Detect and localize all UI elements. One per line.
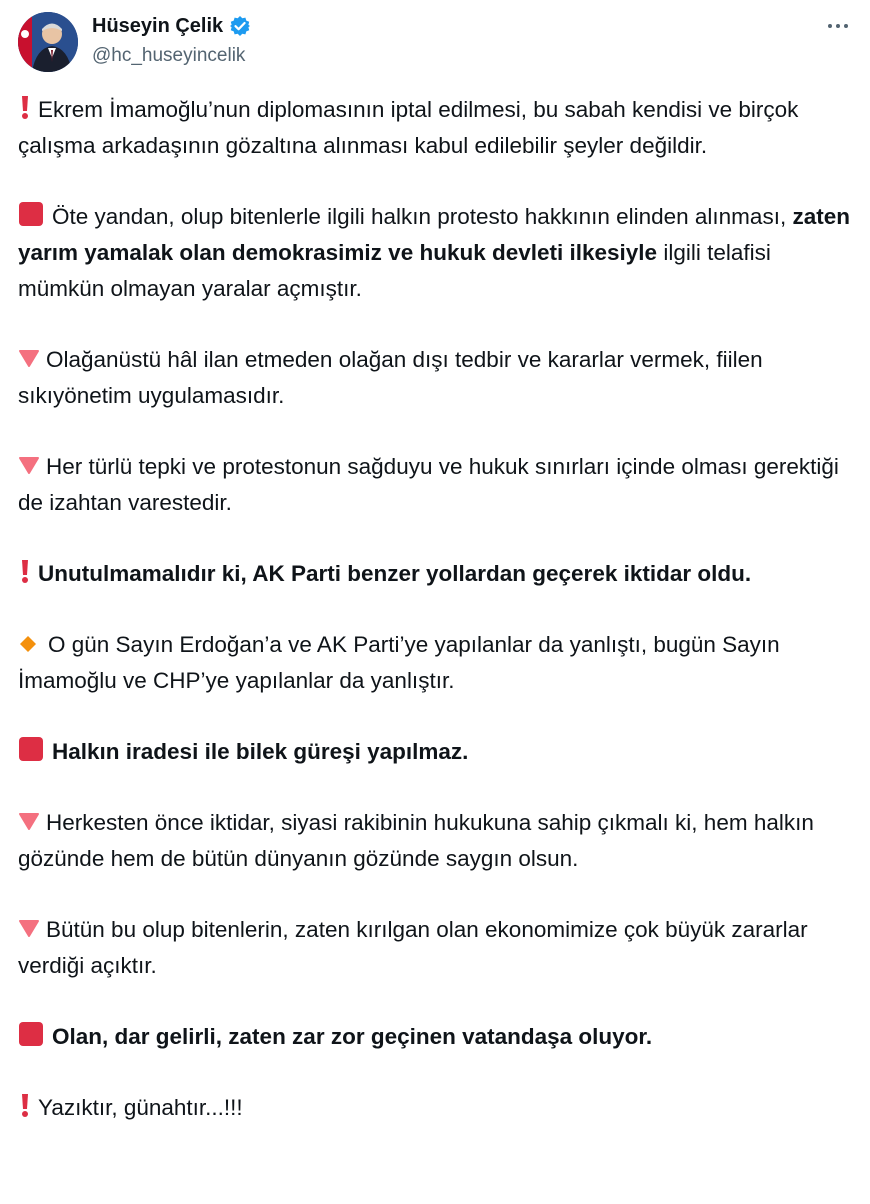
- paragraph-5-bold: Unutulmamalıdır ki, AK Parti benzer yollardan geçerek iktidar oldu.: [38, 561, 752, 586]
- paragraph-3: [18, 342, 858, 414]
- verified-badge-icon: [229, 15, 251, 37]
- author-name-row: [92, 14, 251, 38]
- tweet-header: [0, 0, 870, 84]
- red-square-icon: [18, 201, 44, 227]
- paragraph-10: [18, 1019, 858, 1055]
- paragraph-9-text: Bütün bu olup bitenlerin, zaten kırılgan olan ekonomimize çok büyük zararlar verdiği açıktır.: [18, 917, 808, 978]
- more-options-icon: [844, 24, 848, 28]
- red-triangle-down-icon: [18, 348, 40, 368]
- avatar[interactable]: [18, 12, 78, 72]
- paragraph-10-bold: Olan, dar gelirli, zaten zar zor geçinen vatandaşa oluyor.: [52, 1024, 653, 1049]
- red-triangle-down-icon: [18, 918, 40, 938]
- paragraph-4: [18, 449, 858, 521]
- paragraph-2: [18, 199, 858, 307]
- red-triangle-down-icon: [18, 455, 40, 475]
- more-options-button[interactable]: [822, 12, 854, 40]
- red-square-icon: [18, 736, 44, 762]
- paragraph-4-text: Her türlü tepki ve protestonun sağduyu ve hukuk sınırları içinde olması gerektiği de izahtan varestedir.: [18, 454, 839, 515]
- paragraph-6-text: O gün Sayın Erdoğan’a ve AK Parti’ye yapılanlar da yanlıştı, bugün Sayın İmamoğlu ve CHP’ye yapılanlar da yanlıştır.: [18, 632, 780, 693]
- paragraph-11-text: Yazıktır, günahtır...!!!: [38, 1095, 243, 1120]
- author-handle[interactable]: @hc_huseyincelik: [92, 45, 246, 66]
- paragraph-11: [18, 1090, 858, 1126]
- paragraph-9: [18, 912, 858, 984]
- author-display-name[interactable]: Hüseyin Çelik: [92, 15, 224, 37]
- more-options-icon: [836, 24, 840, 28]
- paragraph-6: [18, 627, 858, 699]
- red-exclamation-icon: [18, 558, 32, 584]
- paragraph-3-text: Olağanüstü hâl ilan etmeden olağan dışı tedbir ve kararlar vermek, fiilen sıkıyönetim uygulamasıdır.: [18, 347, 763, 408]
- paragraph-2-text-a: Öte yandan, olup bitenlerle ilgili halkın protesto hakkının elinden alınması,: [52, 204, 793, 229]
- red-square-icon: [18, 1021, 44, 1047]
- paragraph-2-bold: zaten yarım yamalak olan demokrasimiz ve hukuk devleti ilkesiyle: [18, 204, 850, 265]
- avatar-image: [18, 12, 78, 72]
- red-exclamation-icon: [18, 94, 32, 120]
- paragraph-7-bold: Halkın iradesi ile bilek güreşi yapılmaz.: [52, 739, 469, 764]
- paragraph-2-text-b: ilgili telafisi mümkün olmayan yaralar açmıştır.: [18, 240, 771, 301]
- paragraph-8: [18, 805, 858, 877]
- paragraph-7: [18, 734, 858, 770]
- paragraph-1: [18, 92, 858, 164]
- tweet-text: [18, 92, 858, 1126]
- paragraph-5: [18, 556, 858, 592]
- red-triangle-down-icon: [18, 811, 40, 831]
- orange-diamond-icon: [18, 634, 38, 654]
- red-exclamation-icon: [18, 1092, 32, 1118]
- more-options-icon: [828, 24, 832, 28]
- paragraph-8-text: Herkesten önce iktidar, siyasi rakibinin hukukuna sahip çıkmalı ki, hem halkın gözünde hem de bütün dünyanın gözünde saygın olsun.: [18, 810, 814, 871]
- paragraph-1-text: Ekrem İmamoğlu’nun diplomasının iptal edilmesi, bu sabah kendisi ve birçok çalışma arkadaşının gözaltına alınması kabul edilebilir şeyler değildir.: [18, 97, 799, 158]
